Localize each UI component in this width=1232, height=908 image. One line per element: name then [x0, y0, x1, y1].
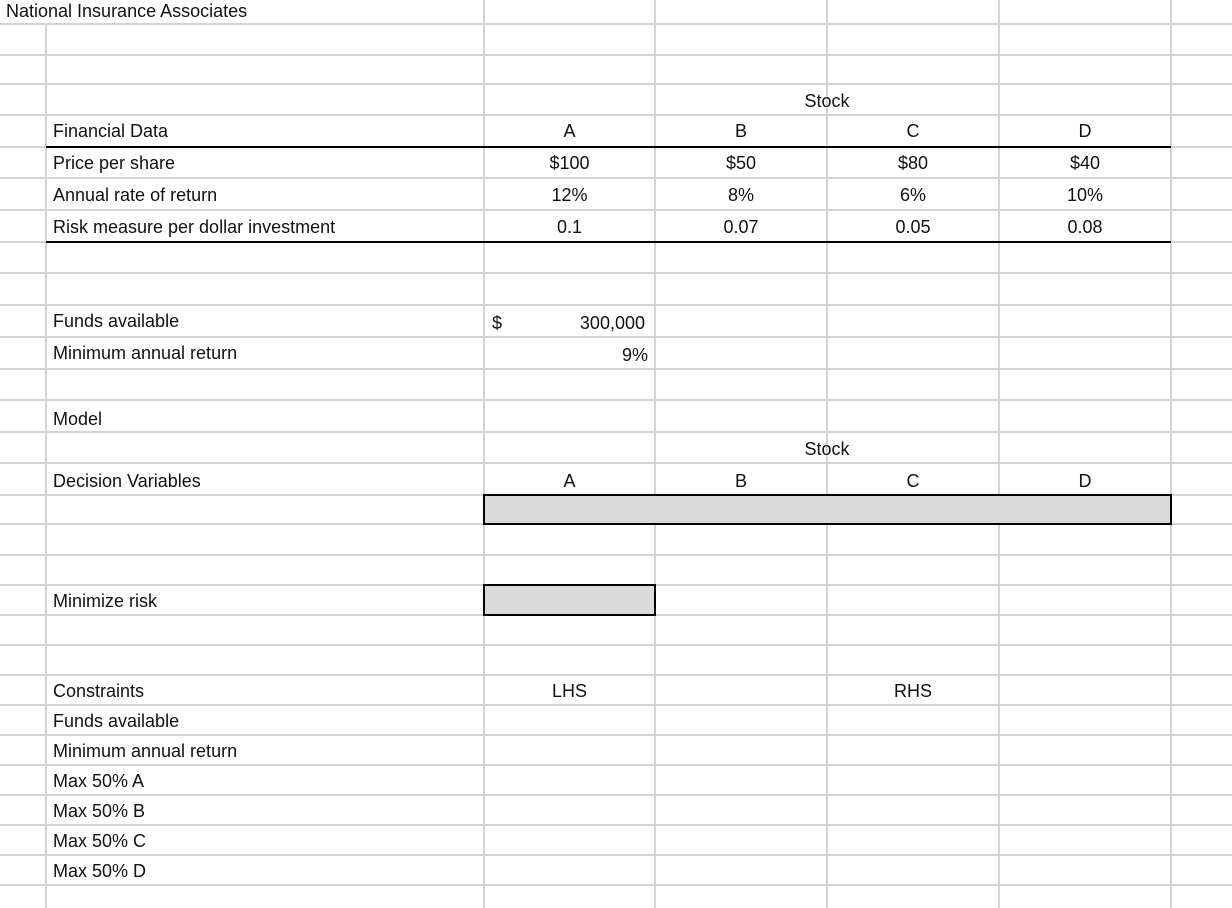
price-c[interactable]: $80: [897, 153, 929, 173]
column-header-a[interactable]: A: [563, 121, 576, 141]
return-c[interactable]: 6%: [899, 185, 926, 205]
constraint-max-a[interactable]: Max 50% A: [53, 771, 145, 791]
decision-header-d[interactable]: D: [1078, 471, 1092, 491]
risk-a[interactable]: 0.1: [556, 217, 583, 237]
minimum-return-value[interactable]: 9%: [621, 345, 648, 365]
return-a[interactable]: 12%: [551, 185, 588, 205]
constraint-max-c[interactable]: Max 50% C: [53, 831, 147, 851]
decision-variable-cells[interactable]: [483, 494, 1172, 525]
objective-cell[interactable]: [483, 584, 656, 616]
row-label-price[interactable]: Price per share: [53, 153, 176, 173]
risk-c[interactable]: 0.05: [895, 217, 931, 237]
decision-variables-label[interactable]: Decision Variables: [53, 471, 201, 491]
constraints-label[interactable]: Constraints: [53, 681, 145, 701]
row-label-return[interactable]: Annual rate of return: [53, 185, 218, 205]
stock-header[interactable]: Stock: [804, 91, 850, 111]
minimum-return-label[interactable]: Minimum annual return: [53, 343, 238, 363]
constraint-funds-available[interactable]: Funds available: [53, 711, 180, 731]
table-top-border: [46, 146, 1171, 148]
sheet-title[interactable]: National Insurance Associates: [6, 1, 248, 21]
funds-available-value[interactable]: 300,000: [579, 313, 645, 333]
decision-header-a[interactable]: A: [563, 471, 576, 491]
price-b[interactable]: $50: [725, 153, 757, 173]
minimize-risk-label[interactable]: Minimize risk: [53, 591, 158, 611]
price-d[interactable]: $40: [1069, 153, 1101, 173]
rhs-header[interactable]: RHS: [893, 681, 932, 701]
return-d[interactable]: 10%: [1066, 185, 1104, 205]
financial-data-label[interactable]: Financial Data: [53, 121, 169, 141]
return-b[interactable]: 8%: [727, 185, 754, 205]
row-label-risk[interactable]: Risk measure per dollar investment: [53, 217, 336, 237]
price-a[interactable]: $100: [549, 153, 590, 173]
decision-header-c[interactable]: C: [906, 471, 920, 491]
constraint-max-d[interactable]: Max 50% D: [53, 861, 147, 881]
column-header-d[interactable]: D: [1078, 121, 1092, 141]
decision-header-b[interactable]: B: [734, 471, 747, 491]
model-stock-header[interactable]: Stock: [804, 439, 850, 459]
risk-d[interactable]: 0.08: [1067, 217, 1103, 237]
column-header-c[interactable]: C: [906, 121, 920, 141]
funds-currency-symbol: $: [492, 313, 503, 333]
table-bottom-border: [46, 241, 1171, 243]
constraint-minimum-return[interactable]: Minimum annual return: [53, 741, 238, 761]
lhs-header[interactable]: LHS: [551, 681, 587, 701]
model-label[interactable]: Model: [53, 409, 103, 429]
funds-available-label[interactable]: Funds available: [53, 311, 180, 331]
constraint-max-b[interactable]: Max 50% B: [53, 801, 146, 821]
risk-b[interactable]: 0.07: [723, 217, 759, 237]
column-header-b[interactable]: B: [734, 121, 747, 141]
